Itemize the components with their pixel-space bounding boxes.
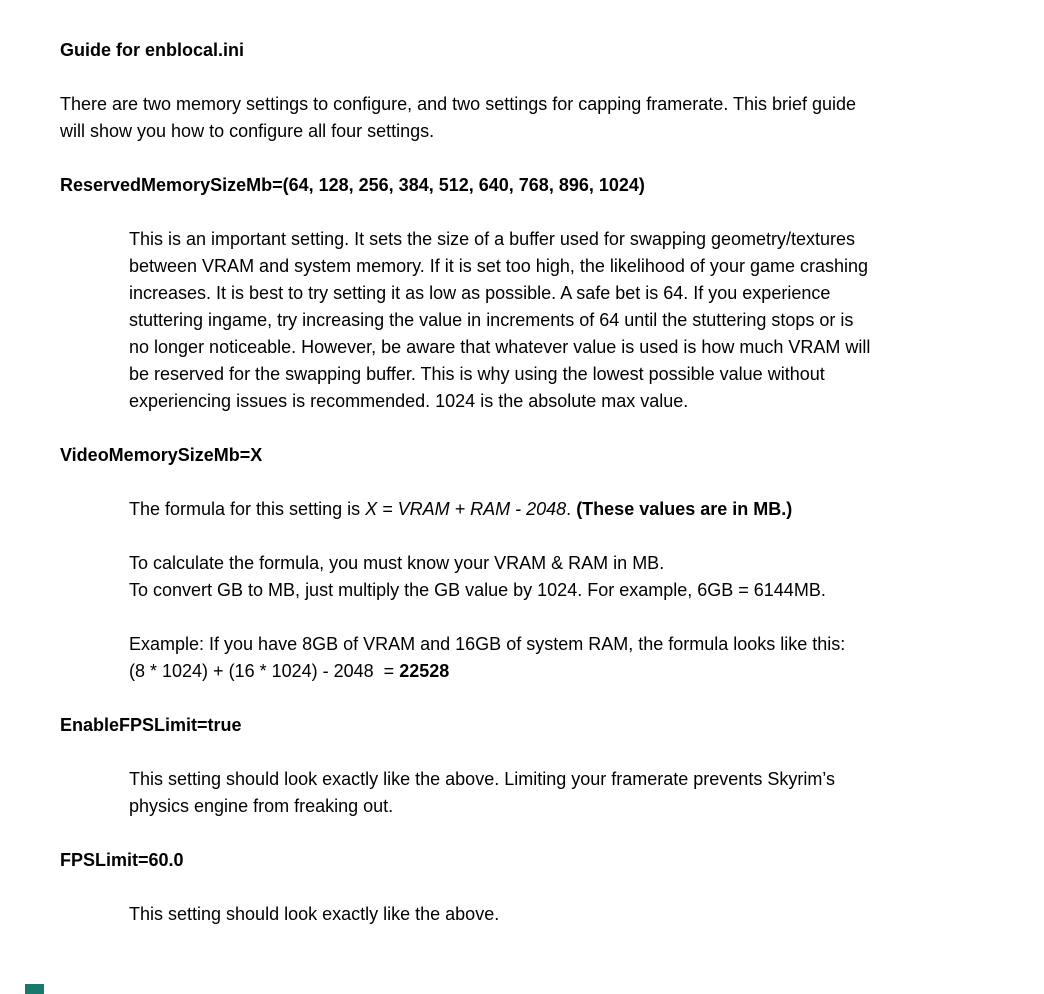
formula-separator: .	[566, 499, 577, 519]
heading-video-memory: VideoMemorySizeMb=X	[60, 445, 263, 465]
heading-fps-limit: FPSLimit=60.0	[60, 850, 184, 870]
enable-fps-line: This setting should look exactly like the above. Limiting your framerate prevents Skyrim’s	[129, 769, 835, 789]
reserved-line: increases. It is best to try setting it as low as possible. A safe bet is 64. If you experience	[129, 283, 831, 303]
calc-line: To calculate the formula, you must know your VRAM & RAM in MB.	[129, 553, 665, 573]
bottom-left-artifact	[25, 984, 44, 994]
example-calc: (8 * 1024) + (16 * 1024) - 2048 =	[129, 661, 400, 681]
reserved-line: This is an important setting. It sets the size of a buffer used for swapping geometry/textures	[129, 229, 856, 249]
enable-fps-paragraph	[129, 766, 984, 820]
reserved-line: be reserved for the swapping buffer. This is why using the lowest possible value without	[129, 364, 825, 384]
fps-limit-line: This setting should look exactly like the above.	[129, 904, 500, 924]
intro-line: There are two memory settings to configure, and two settings for capping framerate. This brief guide	[60, 94, 857, 114]
heading-enable-fps-limit: EnableFPSLimit=true	[60, 715, 242, 735]
example-line: Example: If you have 8GB of VRAM and 16GB of system RAM, the formula looks like this:	[129, 634, 846, 654]
formula-paragraph	[129, 496, 984, 523]
reserved-memory-paragraph	[129, 226, 984, 415]
calc-line: To convert GB to MB, just multiply the GB value by 1024. For example, 6GB = 6144MB.	[129, 580, 826, 600]
intro-line: will show you how to configure all four settings.	[60, 121, 435, 141]
calculation-paragraph	[129, 550, 984, 604]
reserved-line: between VRAM and system memory. If it is set too high, the likelihood of your game crashing	[129, 256, 869, 276]
intro-paragraph	[60, 91, 984, 145]
doc-title: Guide for enblocal.ini	[60, 40, 245, 60]
formula-note: (These values are in MB.)	[576, 499, 793, 519]
example-paragraph	[129, 631, 984, 685]
formula-line	[129, 496, 984, 523]
formula-prefix: The formula for this setting is	[129, 499, 366, 519]
enable-fps-line: physics engine from freaking out.	[129, 796, 394, 816]
reserved-line: stuttering ingame, try increasing the value in increments of 64 until the stuttering stops or is	[129, 310, 854, 330]
example-calc-line	[129, 658, 984, 685]
heading-reserved-memory: ReservedMemorySizeMb=(64, 128, 256, 384, 512, 640, 768, 896, 1024)	[60, 175, 645, 195]
fps-limit-paragraph	[129, 901, 984, 928]
reserved-line: experiencing issues is recommended. 1024 is the absolute max value.	[129, 391, 689, 411]
example-result: 22528	[399, 661, 450, 681]
reserved-line: no longer noticeable. However, be aware that whatever value is used is how much VRAM will	[129, 337, 871, 357]
formula-expression: X = VRAM + RAM - 2048	[365, 499, 567, 519]
